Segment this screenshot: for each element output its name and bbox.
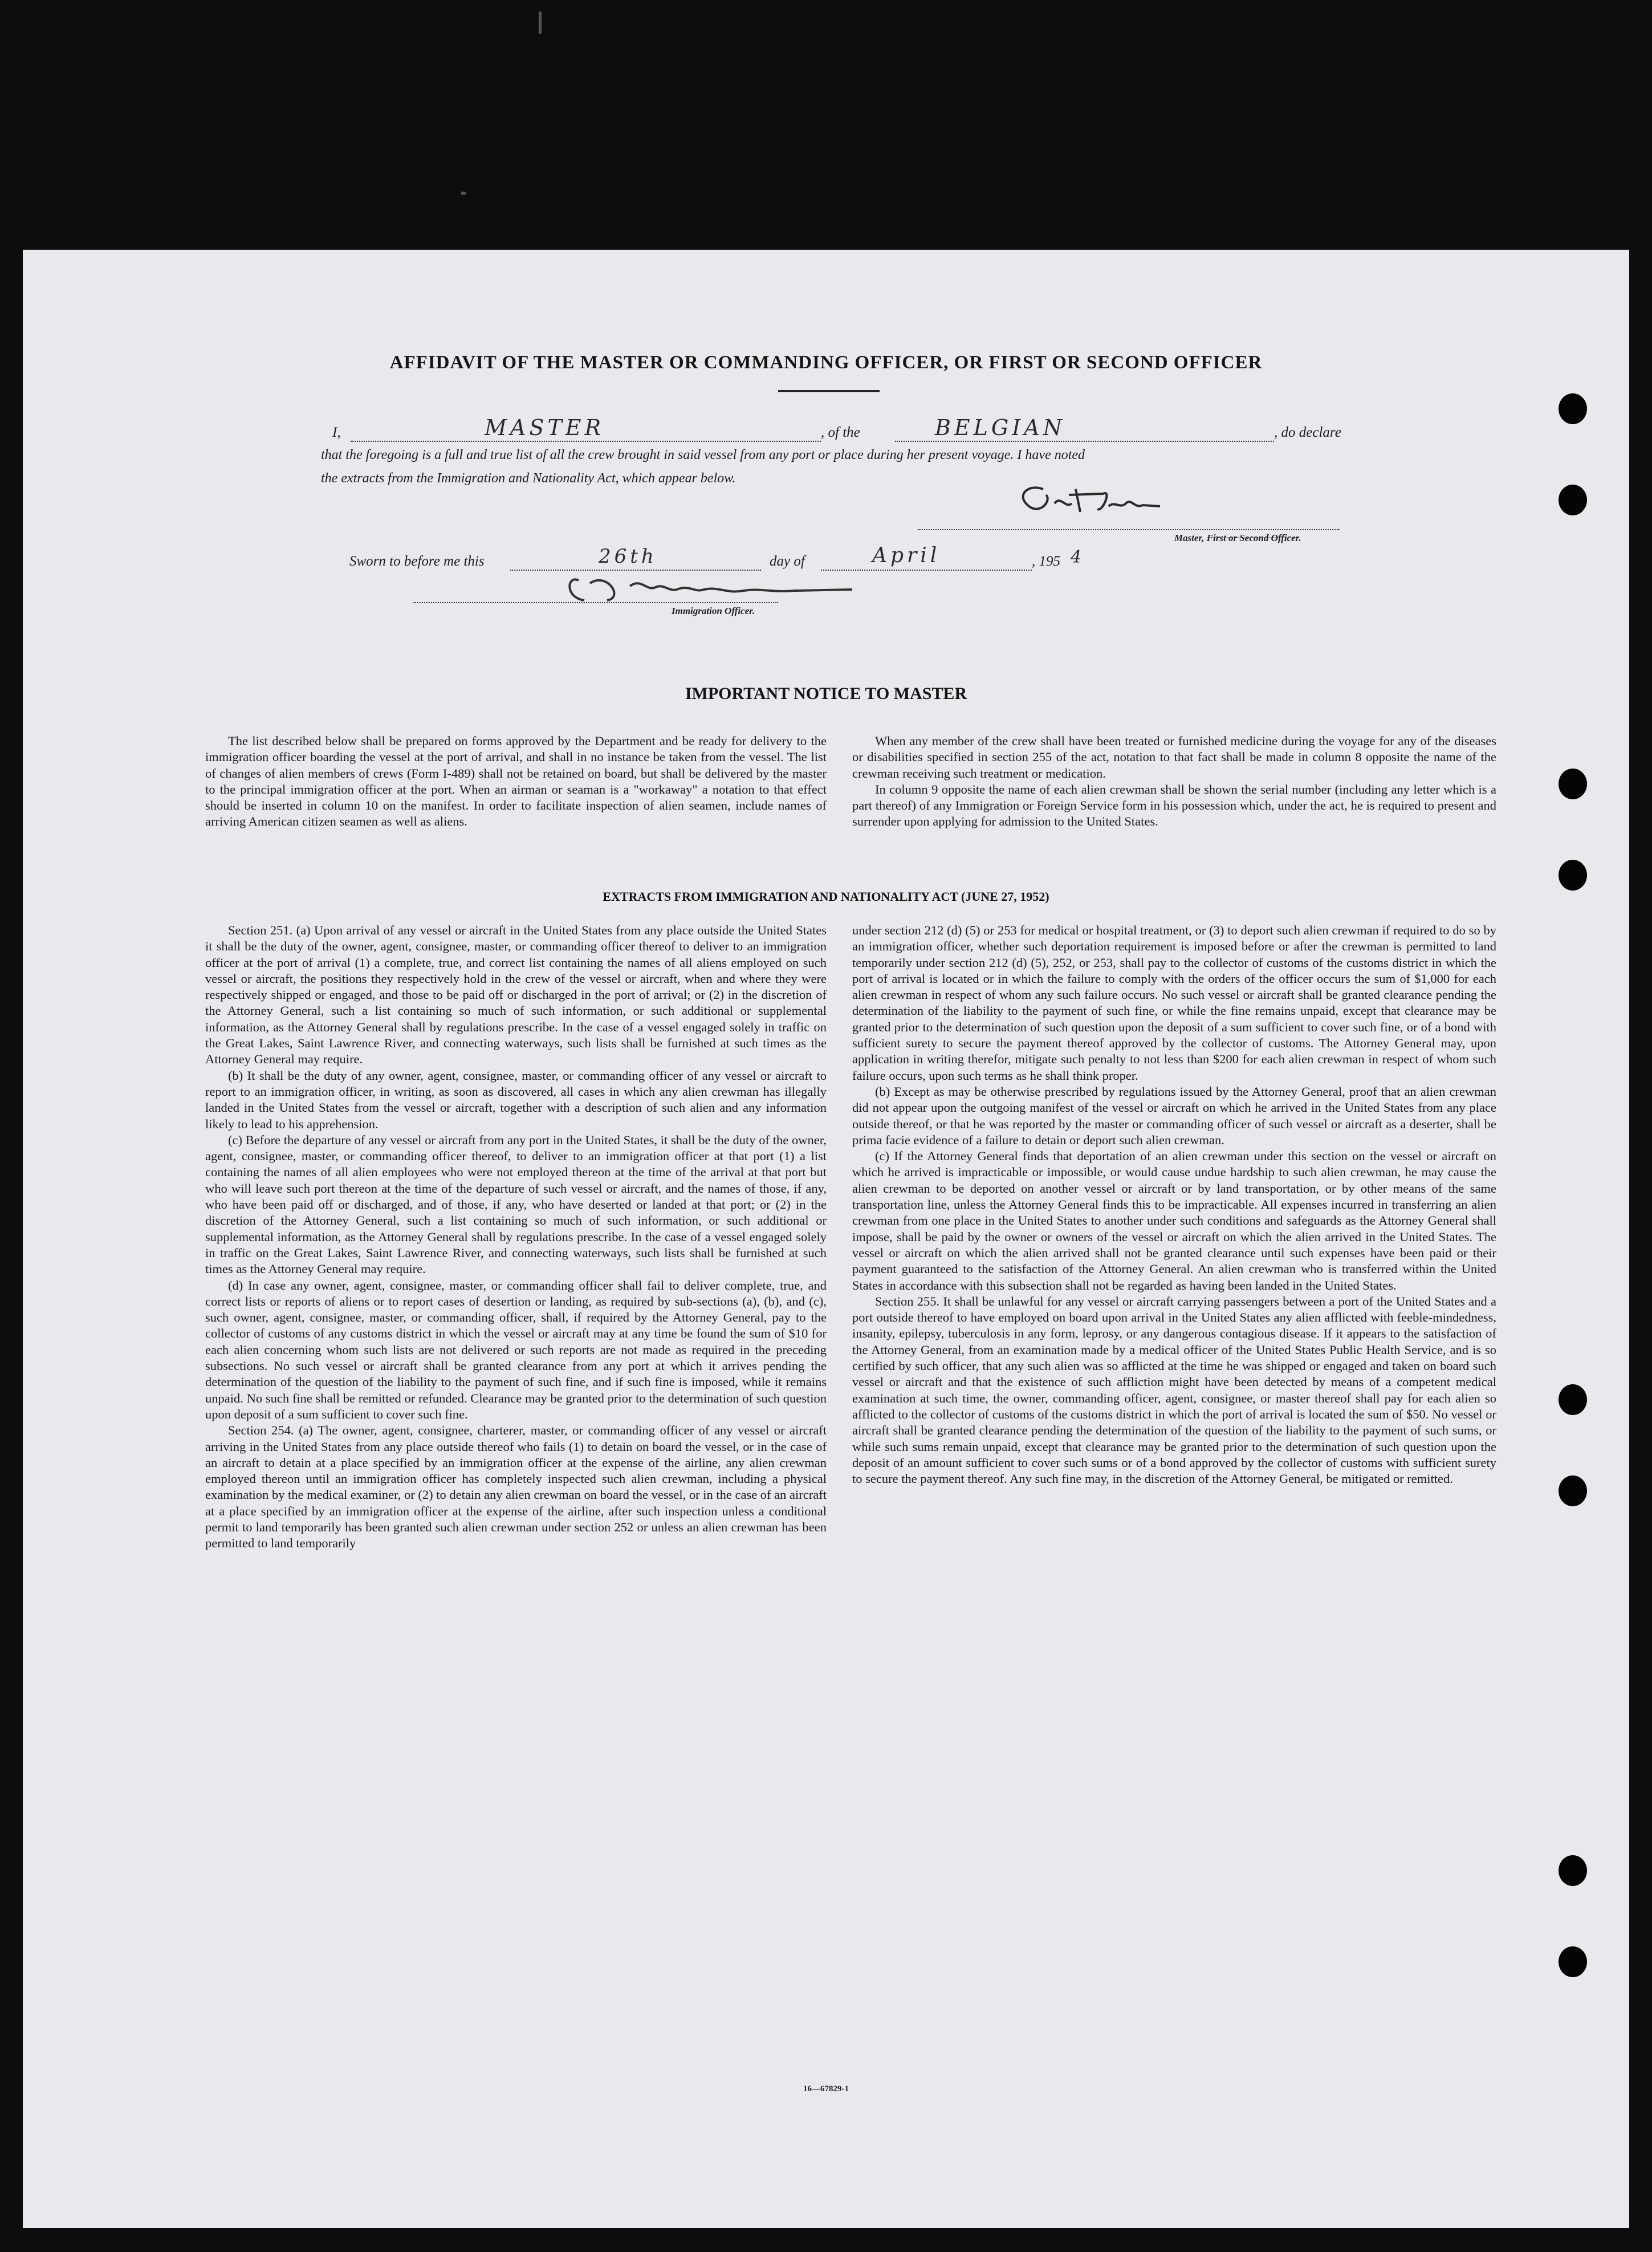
notice-title: IMPORTANT NOTICE TO MASTER <box>685 684 967 703</box>
sworn-day-handwriting: 26th <box>599 545 657 568</box>
master-name-handwriting: MASTER <box>485 415 605 440</box>
immigration-officer-line <box>413 602 778 603</box>
punch-hole <box>1559 769 1587 799</box>
immigration-officer-caption: Immigration Officer. <box>672 605 755 616</box>
officer-caption-struck: First or Second Officer <box>1206 532 1299 543</box>
declaration-line-2: that the foregoing is a full and true list of all the crew brought in said vessel from any port or place during her present voyage. I have noted <box>321 448 1085 462</box>
extract-left-paragraph: (c) Before the departure of any vessel or aircraft from any port in the United States, it shall be the duty of the owner, agent, consignee, master, or commanding officer thereof, to deliver to an immigration officer at that port (1) a list containing the names of all alien employees who were not employed thereon at the time of the arrival at that port but who will leave such port thereon at the time of the departure of such vessel or aircraft, and the names of those, if any, who have been paid off or discharged, and of those, if any, who have deserted or landed at that port; or (2) in the discretion of the Attorney General, such a list containing so much of such information, or such additional or supplemental information, as the Attorney General shall by regulations prescribe. In the case of a vessel engaged solely in traffic on the Great Lakes, Saint Lawrence River, and connecting waterways, such lists shall be furnished at such times as the Attorney General may require. <box>205 1132 827 1277</box>
scan-speck <box>461 192 466 195</box>
notice-left-paragraph: The list described below shall be prepared on forms approved by the Department and be ready for delivery to the immigration officer boarding the vessel at the port of arrival, and shall in no instance be taken from the vessel. The list of changes of alien members of crews (Form I-489) shall not be retained on board, but shall be delivered by the master to the principal immigration officer at the port. When an airman or seaman is a "workaway" a notation to that effect should be inserted in column 10 on the manifest. In order to facilitate inspection of alien seamen, include names of arriving American citizen seamen as well as aliens. <box>205 734 827 829</box>
notice-right-paragraph-1: When any member of the crew shall have been treated or furnished medicine during the voyage for any of the diseases or disabilities specified in section 255 of the act, notation to that fact shall be made in column 8 opposite the name of the crewman receiving such treatment or medication. <box>852 734 1496 781</box>
year-handwriting: 4 <box>1071 547 1085 567</box>
of-the-label: , of the <box>821 425 860 440</box>
punch-hole <box>1559 1475 1587 1506</box>
officer-caption <box>1174 532 1301 544</box>
extract-right-paragraph: (c) If the Attorney General finds that deportation of an alien crewman under this section on the vessel or aircraft on which he arrived is impracticable or impossible, or would cause undue hardship to such alien crewman, he may cause the alien crewman to be deported on another vessel or aircraft or by land transportation, or by other means of the same transportation line, unless the Attorney General finds this to be impracticable. All expenses incurred in transferring an alien crewman from one place in the United States to another under such conditions and safeguards as the Attorney General shall impose, shall be paid by the owner or owners of the vessel or aircraft on which the alien arrived in the United States. The vessel or aircraft on which the alien arrived shall not be granted clearance until such expenses have been paid or their payment guaranteed to the satisfaction of the Attorney General. An alien crewman who is transferred within the United States in accordance with this subsection shall not be regarded as having been landed in the United States. <box>852 1149 1496 1292</box>
scan-speck <box>539 11 542 34</box>
sworn-label: Sworn to before me this <box>349 554 485 569</box>
officer-caption-prefix: Master, <box>1174 532 1207 543</box>
title-divider <box>778 390 880 392</box>
extract-left-paragraph: (d) In case any owner, agent, consignee, master, or commanding officer shall fail to deliver complete, true, and correct lists or reports of aliens or to report cases of desertion or landing, as required by sub-sections (a), (b), and (c), such owner, agent, consignee, master, or commanding officer, shall, if required by the Attorney General, pay to the collector of customs of any customs district in which the vessel or aircraft may at any time be found the sum of $10 for each alien concerning whom such lists are not delivered or such reports are not made as required in the preceding subsections. No such vessel or aircraft shall be granted clearance from any port at which it arrives pending the determination of the question of the liability to the payment of such fine, and if such fine is imposed, while it remains unpaid. No such fine shall be remitted or refunded. Clearance may be granted prior to the determination of such question upon deposit of a sum sufficient to cover such fine. <box>205 1278 827 1421</box>
year-prefix: , 195 <box>1032 554 1060 569</box>
notice-right-paragraph-2: In column 9 opposite the name of each alien crewman shall be shown the serial number (including any letter which is a part thereof) of any Immigration or Foreign Service form in his possession which, under the act, he is required to present and surrender upon applying for admission to the United States. <box>852 782 1496 829</box>
punch-hole <box>1559 860 1587 891</box>
vessel-name-line <box>895 441 1274 442</box>
officer-signature <box>1012 483 1297 529</box>
punch-hole <box>1559 393 1587 424</box>
vessel-name-handwriting: BELGIAN <box>935 415 1065 440</box>
do-declare-label: , do declare <box>1274 425 1341 440</box>
affidavit-title: AFFIDAVIT OF THE MASTER OR COMMANDING OFFICER, OR FIRST OR SECOND OFFICER <box>389 352 1263 373</box>
punch-hole <box>1559 1946 1587 1977</box>
day-of-label: day of <box>770 554 805 569</box>
extract-right-paragraph: (b) Except as may be otherwise prescribed by regulations issued by the Attorney General, proof that an alien crewman did not appear upon the outgoing manifest of the vessel or aircraft on which he arrived in the United States from any place outside thereof, or that he was reported by the master or commanding officer of such vessel or aircraft as a deserter, shall be prima facie evidence of a failure to detain or deport such alien crewman. <box>852 1084 1496 1147</box>
i-label: I, <box>332 425 341 440</box>
form-number: 16—67829-1 <box>803 2084 849 2094</box>
punch-hole <box>1559 485 1587 515</box>
notice-left-column <box>205 733 827 830</box>
month-handwriting: April <box>872 544 941 567</box>
officer-caption-suffix: . <box>1299 532 1301 543</box>
notice-right-column <box>852 733 1496 830</box>
extract-left-paragraph: (b) It shall be the duty of any owner, agent, consignee, master, or commanding officer of any vessel or aircraft to report to an immigration officer, in writing, as soon as discovered, all cases in which any alien crewman has illegally landed in the United States from the vessel or aircraft, together with a description of such alien and any information likely to lead to his apprehension. <box>205 1068 827 1131</box>
extracts-right-column <box>852 922 1496 1487</box>
officer-signature-line <box>918 529 1340 530</box>
punch-hole <box>1559 1384 1587 1415</box>
extract-right-paragraph: Section 255. It shall be unlawful for any vessel or aircraft carrying passengers between a port of the United States and a port outside thereof to have employed on board upon arrival in the United States any alien afflicted with feeble-mindedness, insanity, epilepsy, tuberculosis in any form, leprosy, or any dangerous contagious disease. If it appears to the satisfaction of the Attorney General, from an examination made by a medical officer of the United States Public Health Service, and is so certified by such officer, that any such alien was so afflicted at the time he was shipped or engaged and taken on board such vessel or aircraft and that the existence of such affliction might have been detected by means of a competent medical examination at such time, the owner, commanding officer, agent, consignee, or master thereof shall pay for each alien so afflicted to the collector of customs of the customs district in which the port of arrival is located the sum of $50. No vessel or aircraft shall be granted clearance pending the determination of the question of the liability to the payment of such sums, or while such sums remain unpaid, except that clearance may be granted prior to the determination of such question upon the deposit of an amount sufficient to cover such sums or of a bond approved by the collector of customs with sufficient surety to secure the payment thereof. Any such fine may, in the discretion of the Attorney General, be mitigated or remitted. <box>852 1294 1496 1486</box>
extract-right-paragraph: under section 212 (d) (5) or 253 for medical or hospital treatment, or (3) to deport such alien crewman if required to do so by an immigration officer, whether such deportation requirement is imposed before or after the crewman is permitted to land temporarily under section 212 (d) (5), 252, or 253, shall pay to the collector of customs of the customs district in which the port of arrival is located or in which the failure to comply with the orders of the officer occurs the sum of $1,000 for each alien crewman in respect of whom any such failure occurs. No such vessel or aircraft shall be granted clearance pending the determination of the liability to the payment of such fine, or while the fine remains unpaid, except that clearance may be granted prior to the determination of such question upon the deposit of a sum sufficient to cover such fine, or of a bond with sufficient surety to secure the payment thereof approved by the collector of customs. The Attorney General may, upon application in writing therefor, mitigate such penalty to not less than $200 for each alien crewman in respect of whom such failure occurs, upon such terms as he shall think proper. <box>852 923 1496 1083</box>
document-page <box>23 250 1629 2228</box>
extract-left-paragraph: Section 251. (a) Upon arrival of any vessel or aircraft in the United States from any place outside the United States it shall be the duty of the owner, agent, consignee, master, or commanding officer thereof to deliver to an immigration officer at the port of arrival (1) a complete, true, and correct list containing the names of all aliens employed on such vessel or aircraft, the positions they respectively hold in the crew of the vessel or aircraft, when and where they were respectively shipped or engaged, and those to be paid off or discharged in the port of arrival; or (2) in the discretion of the Attorney General, such a list containing so much of such information, or such additional or supplemental information, as the Attorney General shall by regulations prescribe. In the case of a vessel engaged solely in traffic on the Great Lakes, Saint Lawrence River, and connecting waterways, such lists shall be furnished at such times as the Attorney General may require. <box>205 923 827 1067</box>
extracts-left-column <box>205 922 827 1552</box>
punch-hole <box>1559 1855 1587 1886</box>
extracts-title: EXTRACTS FROM IMMIGRATION AND NATIONALITY ACT (JUNE 27, 1952) <box>603 889 1049 904</box>
extract-left-paragraph: Section 254. (a) The owner, agent, consignee, charterer, master, or commanding officer of any vessel or aircraft arriving in the United States from any place outside thereof who fails (1) to detain on board the vessel, or in the case of an aircraft to detain at a place specified by an immigration officer at the expense of the airline, any alien crewman employed thereon until an immigration officer has completely inspected such alien crewman, including a physical examination by the medical examiner, or (2) to detain any alien crewman on board the vessel, or in the case of an aircraft at a place specified by an immigration officer at the expense of the airline, after such inspection unless a conditional permit to land temporarily has been granted such alien crewman under section 252 or unless an alien crewman has been permitted to land temporarily <box>205 1423 827 1551</box>
declaration-line-3: the extracts from the Immigration and Nationality Act, which appear below. <box>321 471 736 486</box>
master-name-line <box>351 441 821 442</box>
